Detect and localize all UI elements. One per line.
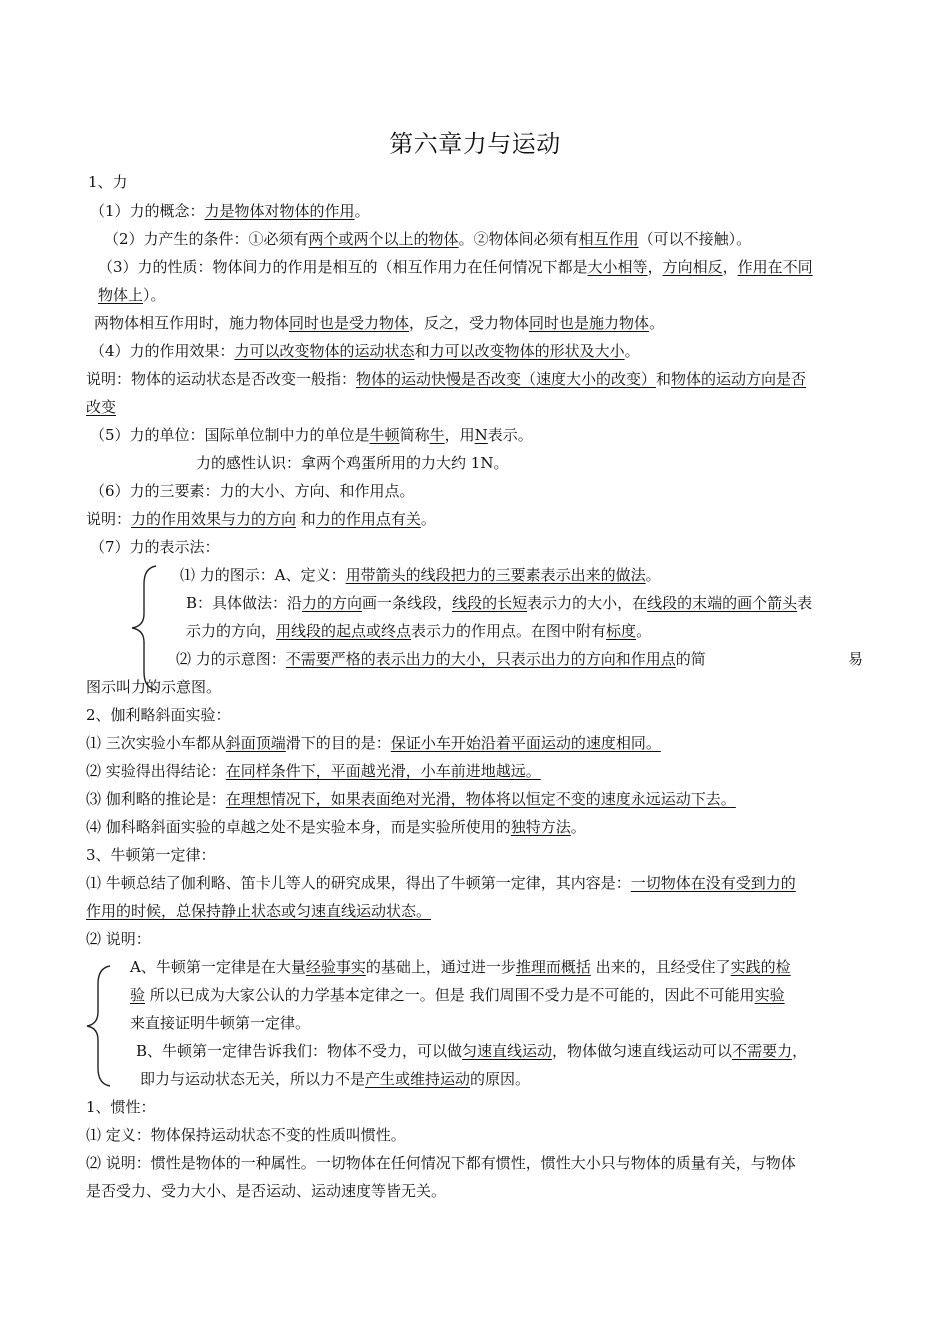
underlined-text: 改变 (86, 398, 117, 416)
underlined-text: 实践的检 (730, 958, 791, 976)
underlined-text: 实验 (754, 986, 785, 1004)
underlined-text: 标度 (606, 622, 637, 640)
text-line (88, 168, 128, 196)
text-segment: 说明： (86, 510, 132, 528)
text-segment: B：具体做法：沿 (186, 594, 303, 612)
underlined-text: 线段的长短 (452, 594, 528, 612)
text-segment: ）。 (143, 286, 166, 304)
text-segment: （3）力的性质：物体间力的作用是相互的（相互作用力在任何情况下都是 (98, 258, 588, 276)
text-segment: 和 (656, 370, 672, 388)
text-line (86, 1093, 156, 1121)
underlined-text: N (474, 426, 488, 444)
underlined-text: 力的作用点有关 (315, 510, 421, 528)
text-segment: ⑵ 说明：惯性是物体的一种属性。一切物体在任何情况下都有惯性，惯性大小只与物体的质量有关，与物体 (86, 1154, 796, 1172)
underlined-text: 用线段的起点或终点 (276, 622, 412, 640)
text-line (86, 841, 216, 869)
text-line (94, 309, 664, 337)
underlined-text: 物体上 (98, 286, 144, 304)
underlined-text: 相互作用 (578, 230, 639, 248)
text-segment: 1、惯性： (86, 1098, 156, 1116)
text-segment: ， (722, 258, 738, 276)
text-segment: 示力的方向， (186, 622, 277, 640)
text-segment: ，物体做匀速直线运动可以 (552, 1042, 733, 1060)
text-line (90, 421, 533, 449)
underlined-text: 作用在不同 (737, 258, 813, 276)
text-segment: 和 (414, 342, 430, 360)
text-segment: ， (792, 1042, 808, 1060)
underlined-text: 推理而概括 (515, 958, 591, 976)
text-segment: 3、牛顿第一定律： (86, 846, 216, 864)
text-line (86, 365, 806, 393)
text-line (186, 589, 812, 617)
text-segment: ⑴ 定义：物体保持运动状态不变的性质叫惯性。 (86, 1126, 406, 1144)
text-line (90, 533, 220, 561)
text-segment: 两物体相互作用时，施力物体 (94, 314, 290, 332)
text-segment: （1）力的概念： (90, 202, 205, 220)
underlined-text: 同时也是受力物体 (289, 314, 410, 332)
left-brace-1 (128, 562, 160, 694)
text-line (86, 757, 541, 785)
text-segment: 1、力 (88, 173, 128, 191)
underlined-text: 匀速直线运动 (462, 1042, 553, 1060)
text-segment: ，用 (444, 426, 475, 444)
text-line (90, 197, 370, 225)
underlined-text: 在同样条件下，平面越光滑，小车前进地越远。 (225, 762, 541, 780)
text-segment: 2、伽利略斜面实验： (86, 706, 231, 724)
text-segment: 简称 (399, 426, 430, 444)
text-line (90, 477, 415, 505)
text-segment: 出来的，且经受住了 (590, 958, 731, 976)
text-segment: （可以不接触）。 (638, 230, 752, 248)
text-line (130, 1009, 310, 1037)
text-line (180, 561, 661, 589)
underlined-text: 力的方向 (302, 594, 363, 612)
underlined-text: 大小相等 (587, 258, 648, 276)
underlined-text: 力可以改变物体的运动状态 (234, 342, 415, 360)
text-line (86, 897, 431, 925)
text-segment: 来直接证明牛顿第一定律。 (130, 1014, 311, 1032)
underlined-text: 不需要力 (732, 1042, 793, 1060)
text-segment: ，反之，受力物体 (409, 314, 530, 332)
text-segment: 是否受力、受力大小、是否运动、运动速度等皆无关。 (86, 1182, 447, 1200)
page-title: 第六章力与运动 (389, 130, 561, 158)
text-segment: 所以已成为大家公认的力学基本定律之一。但是 我们周围不受力是不可能的，因此不可能用 (145, 986, 755, 1004)
text-segment: ⑶ 伽利略的推论是： (86, 790, 226, 808)
underlined-text: 力可以改变物体的形状及大小 (429, 342, 625, 360)
text-segment: （6）力的三要素：力的大小、方向、和作用点。 (90, 482, 415, 500)
underlined-text: 物体的运动快慢是否改变（速度大小的改变） (356, 370, 657, 388)
text-segment: 。 (354, 202, 370, 220)
text-line (86, 813, 586, 841)
underlined-text: 线段的末端的画个箭头 (647, 594, 798, 612)
text-segment: 滑下的目的是： (285, 734, 391, 752)
text-line (86, 925, 151, 953)
text-line (86, 701, 231, 729)
text-segment: 。 (636, 622, 652, 640)
text-line (86, 869, 796, 897)
underlined-text: 力的作用效果与力的方向 (131, 510, 297, 528)
text-line (196, 449, 508, 477)
text-segment: 。 (649, 314, 665, 332)
text-segment: （5）力的单位：国际单位制中力的单位是 (90, 426, 370, 444)
underlined-text: 两个或两个以上的物体 (308, 230, 459, 248)
text-line (86, 1177, 446, 1205)
underlined-text: 力是物体对物体的作用 (204, 202, 355, 220)
text-segment: ⑵ 实验得出得结论： (86, 762, 226, 780)
text-segment: 和 (296, 510, 316, 528)
underlined-text: 用带箭头的线段把力的三要素表示出来的做法 (345, 566, 646, 584)
text-segment: 表示力的大小，在 (527, 594, 648, 612)
text-line (130, 953, 791, 981)
underlined-text: 牛顿 (369, 426, 400, 444)
text-line (848, 645, 863, 673)
text-segment: 。 (624, 342, 640, 360)
underlined-text: 斜面顶端 (225, 734, 286, 752)
text-line (90, 337, 640, 365)
text-segment: 表示力的作用点。在图中附有 (411, 622, 607, 640)
underlined-text: 牛 (429, 426, 445, 444)
text-line (130, 981, 785, 1009)
text-line (86, 505, 436, 533)
left-brace-2 (84, 962, 114, 1090)
text-segment: 图示叫力的示意图。 (86, 678, 222, 696)
text-segment: ⑵ 说明： (86, 930, 151, 948)
text-segment: ⑴ 三次实验小车都从 (86, 734, 226, 752)
text-line (104, 225, 751, 253)
text-segment: 的原因。 (470, 1070, 531, 1088)
underlined-text: 物体的运动方向是否 (671, 370, 807, 388)
text-segment: ， (647, 258, 663, 276)
underlined-text: 保证小车开始沿着平面运动的速度相同。 (390, 734, 661, 752)
text-line (86, 1149, 796, 1177)
text-segment: （2）力产生的条件：①必须有 (104, 230, 309, 248)
text-line (86, 729, 661, 757)
underlined-text: 产生或维持运动 (365, 1070, 471, 1088)
underlined-text: 验 (130, 986, 146, 1004)
text-segment: 表 (797, 594, 813, 612)
text-segment: 画一条线段， (362, 594, 453, 612)
text-line (176, 645, 706, 673)
underlined-text: 方向相反 (662, 258, 723, 276)
text-segment: 即力与运动状态无关，所以力不是 (140, 1070, 366, 1088)
text-segment: （7）力的表示法： (90, 538, 220, 556)
underlined-text: 经验事实 (305, 958, 366, 976)
text-segment: ⑵ 力的示意图： (176, 650, 286, 668)
underlined-text: 作用的时候，总保持静止状态或匀速直线运动状态。 (86, 902, 432, 920)
text-segment: ⑷ 伽科略斜面实验的卓越之处不是实验本身，而是实验所使用的 (86, 818, 511, 836)
text-segment: 的简 (675, 650, 706, 668)
text-segment: B、牛顿第一定律告诉我们：物体不受力，可以做 (136, 1042, 463, 1060)
text-line (98, 281, 166, 309)
text-line (86, 1121, 406, 1149)
underlined-text: 一切物体在没有受到力的 (630, 874, 796, 892)
text-segment: A、牛顿第一定律是在大量 (130, 958, 306, 976)
text-line (98, 253, 813, 281)
underlined-text: 同时也是施力物体 (529, 314, 650, 332)
text-segment: （4）力的作用效果： (90, 342, 235, 360)
text-line (140, 1065, 530, 1093)
underlined-text: 不需要严格的表示出力的大小，只表示出力的方向和作用点 (285, 650, 676, 668)
text-segment: 表示。 (487, 426, 533, 444)
text-segment: 的基础上，通过进一步 (365, 958, 516, 976)
text-line (86, 785, 736, 813)
text-segment: ⑴ 力的图示：A、定义： (180, 566, 346, 584)
text-segment: ⑴ 牛顿总结了伽利略、笛卡儿等人的研究成果，得出了牛顿第一定律，其内容是： (86, 874, 631, 892)
text-segment: 。 (570, 818, 586, 836)
text-segment: 力的感性认识：拿两个鸡蛋所用的力大约 1N。 (196, 454, 509, 472)
text-segment: 。②物体间必须有 (458, 230, 579, 248)
text-segment: 。 (420, 510, 436, 528)
text-segment: 易 (848, 650, 864, 668)
underlined-text: 在理想情况下，如果表面绝对光滑，物体将以恒定不变的速度永远运动下去。 (225, 790, 736, 808)
text-line (86, 393, 116, 421)
text-segment: 说明：物体的运动状态是否改变一般指： (86, 370, 357, 388)
underlined-text: 独特方法 (510, 818, 571, 836)
text-segment: 。 (645, 566, 661, 584)
text-line (186, 617, 651, 645)
text-line (136, 1037, 807, 1065)
